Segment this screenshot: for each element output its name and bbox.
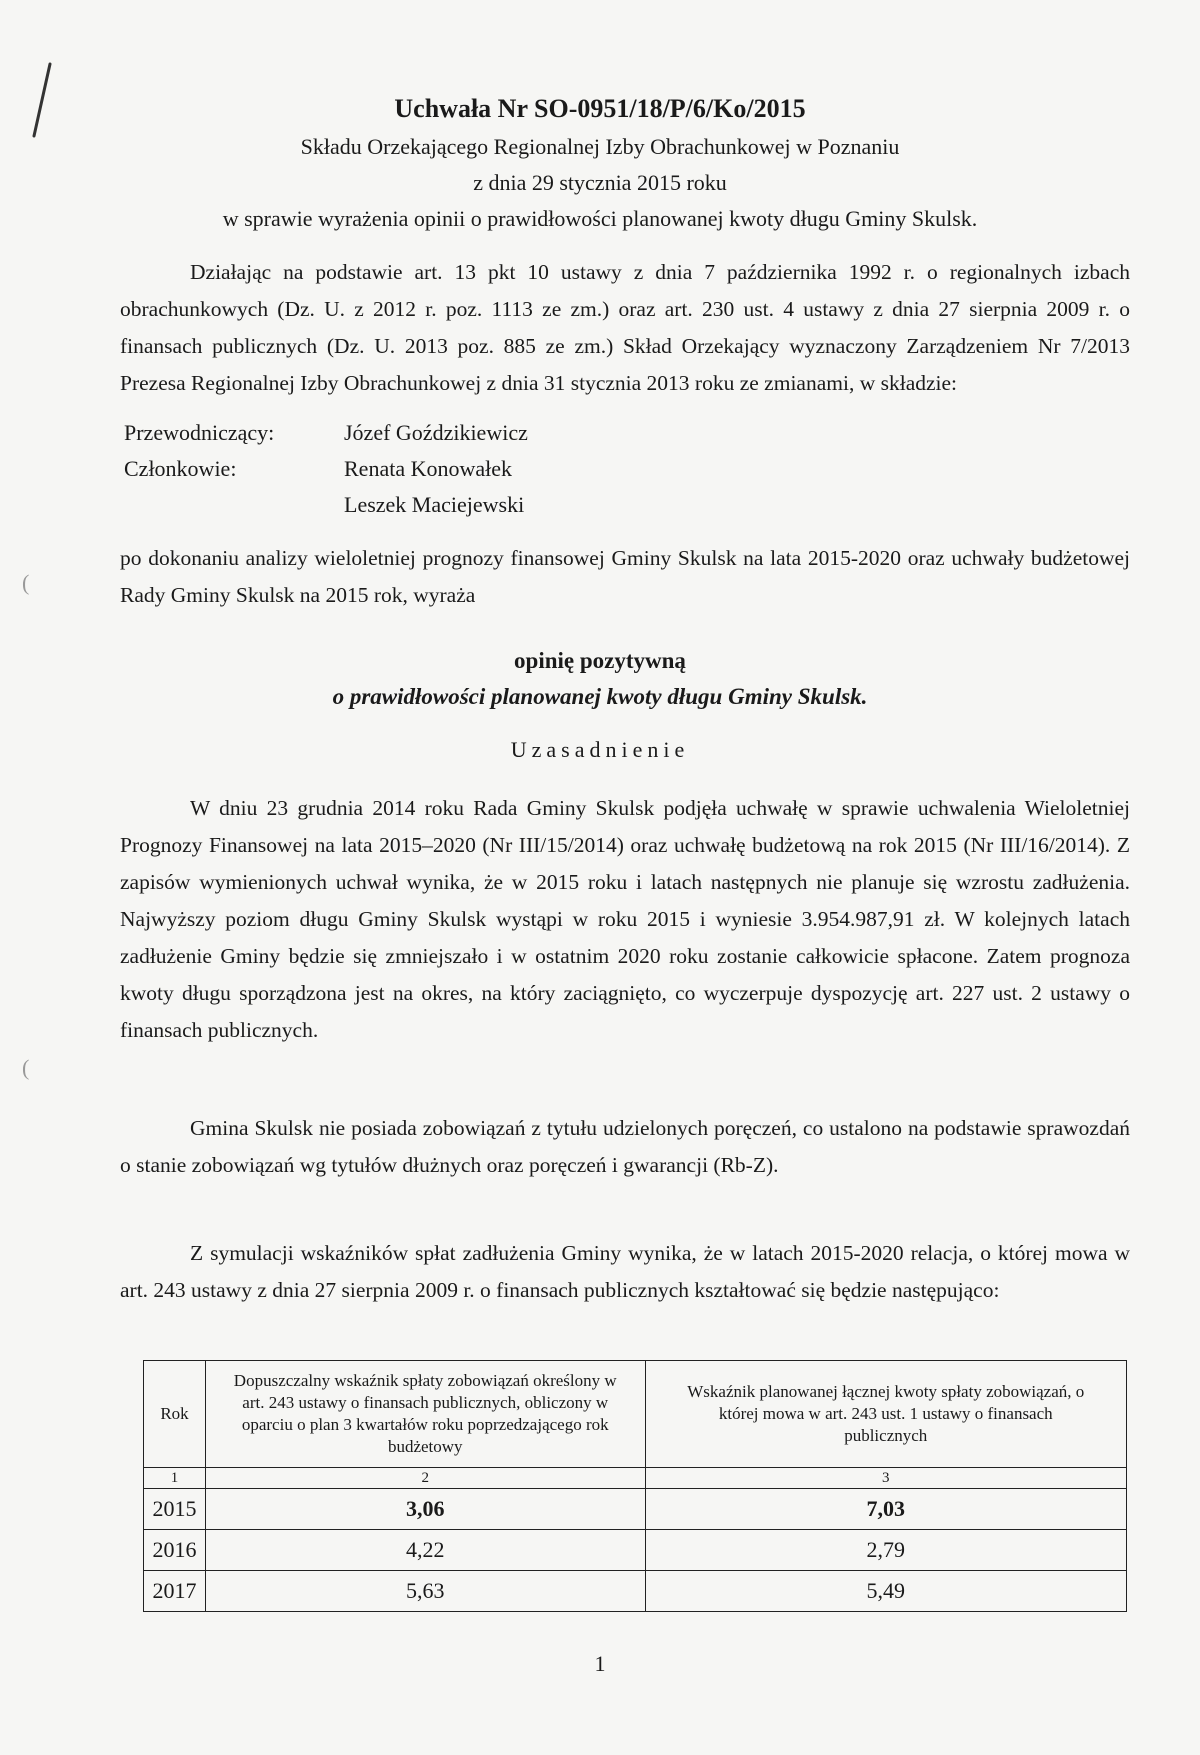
table-row — [144, 1489, 1127, 1530]
table-header-row — [144, 1361, 1127, 1468]
header-allowed-ratio: Dopuszczalny wskaźnik spłaty zobowiązań określony w art. 243 ustawy o finansach publicznych, obliczony w oparciu o plan 3 kwartałów roku poprzedzającego rok budżetowy — [205, 1361, 645, 1468]
chair-label: Przewodniczący: — [124, 420, 275, 445]
year-cell: 2016 — [144, 1530, 206, 1571]
issuer-line: Składu Orzekającego Regionalnej Izby Obrachunkowej w Poznaniu — [300, 134, 900, 159]
analysis-paragraph: po dokonaniu analizy wieloletniej prognozy finansowej Gminy Skulsk na lata 2015-2020 oraz uchwały budżetowej Rady Gminy Skulsk na 2015 rok, wyraża — [120, 546, 1130, 607]
justification-paragraph — [120, 790, 1130, 1049]
justification-text: Gmina Skulsk nie posiada zobowiązań z tytułu udzielonych poręczeń, co ustalono na podstawie sprawozdań o stanie zobowiązań wg tytułów dłużnych oraz poręczeń i gwarancji (Rb-Z). — [120, 1116, 1130, 1177]
table-row — [144, 1571, 1127, 1612]
planned-ratio-cell: 7,03 — [645, 1489, 1126, 1530]
chair-name: Józef Goździkiewicz — [344, 420, 528, 445]
column-number: 3 — [645, 1468, 1126, 1489]
column-number: 1 — [144, 1468, 206, 1489]
header-year: Rok — [144, 1361, 206, 1468]
subject-line: w sprawie wyrażenia opinii o prawidłowości planowanej kwoty długu Gminy Skulsk. — [222, 206, 978, 231]
justification-text: Z symulacji wskaźników spłat zadłużenia Gminy wynika, że w latach 2015-2020 relacja, o której mowa w art. 243 ustawy z dnia 27 sierpnia 2009 r. o finansach publicznych kształtować się będzie następująco: — [120, 1241, 1130, 1302]
header-planned-ratio: Wskaźnik planowanej łącznej kwoty spłaty zobowiązań, o której mowa w art. 243 ust. 1 ustawy o finansach publicznych — [645, 1361, 1126, 1468]
table-row — [144, 1530, 1127, 1571]
member-name: Renata Konowałek — [344, 456, 512, 481]
year-cell: 2017 — [144, 1571, 206, 1612]
column-number: 2 — [205, 1468, 645, 1489]
preamble-paragraph — [120, 254, 1130, 402]
opinion-subheading: o prawidłowości planowanej kwoty długu Gminy Skulsk. — [332, 684, 868, 709]
planned-ratio-cell: 5,49 — [645, 1571, 1126, 1612]
year-cell: 2015 — [144, 1489, 206, 1530]
allowed-ratio-cell: 5,63 — [205, 1571, 645, 1612]
punch-hole-mark: ( — [22, 1055, 30, 1080]
member-name: Leszek Maciejewski — [344, 492, 525, 517]
date-line: z dnia 29 stycznia 2015 roku — [473, 170, 727, 195]
resolution-title: Uchwała Nr SO-0951/18/P/6/Ko/2015 — [394, 94, 806, 123]
preamble-text: Działając na podstawie art. 13 pkt 10 ustawy z dnia 7 października 1992 r. o regionalnych izbach obrachunkowych (Dz. U. z 2012 r. poz. 1113 ze zm.) oraz art. 230 ust. 4 ustawy z dnia 27 sierpnia 2009 r. o finansach publicznych (Dz. U. 2013 poz. 885 ze zm.) Skład Orzekający wyznaczony Zarządzeniem Nr 7/2013 Prezesa Regionalnej Izby Obrachunkowej z dnia 31 stycznia 2013 roku ze zmianami, w składzie: — [120, 260, 1130, 395]
allowed-ratio-cell: 3,06 — [205, 1489, 645, 1530]
column-number-row — [144, 1468, 1127, 1489]
justification-paragraph — [120, 1110, 1130, 1184]
planned-ratio-cell: 2,79 — [645, 1530, 1126, 1571]
debt-ratio-table — [143, 1360, 1127, 1612]
members-label: Członkowie: — [124, 456, 237, 481]
justification-heading: Uzasadnienie — [510, 737, 690, 762]
justification-paragraph — [120, 1235, 1130, 1309]
page-number: 1 — [594, 1651, 606, 1676]
opinion-heading: opinię pozytywną — [514, 648, 686, 673]
allowed-ratio-cell: 4,22 — [205, 1530, 645, 1571]
justification-text: W dniu 23 grudnia 2014 roku Rada Gminy Skulsk podjęła uchwałę w sprawie uchwalenia Wieloletniej Prognozy Finansowej na lata 2015–2020 (Nr III/15/2014) oraz uchwałę budżetową na rok 2015 (Nr III/16/2014). Z zapisów wymienionych uchwał wynika, że w 2015 roku i latach następnych nie planuje się wzrostu zadłużenia. Najwyższy poziom długu Gminy Skulsk wystąpi w roku 2015 i wyniesie 3.954.987,91 zł. W kolejnych latach zadłużenie Gminy będzie się zmniejszało i w ostatnim 2020 roku zostanie całkowicie spłacone. Zatem prognoza kwoty długu sporządzona jest na okres, na który zaciągnięto, co wyczerpuje dyspozycję art. 227 ust. 2 ustawy o finansach publicznych. — [120, 796, 1130, 1042]
punch-hole-mark: ( — [22, 570, 30, 595]
